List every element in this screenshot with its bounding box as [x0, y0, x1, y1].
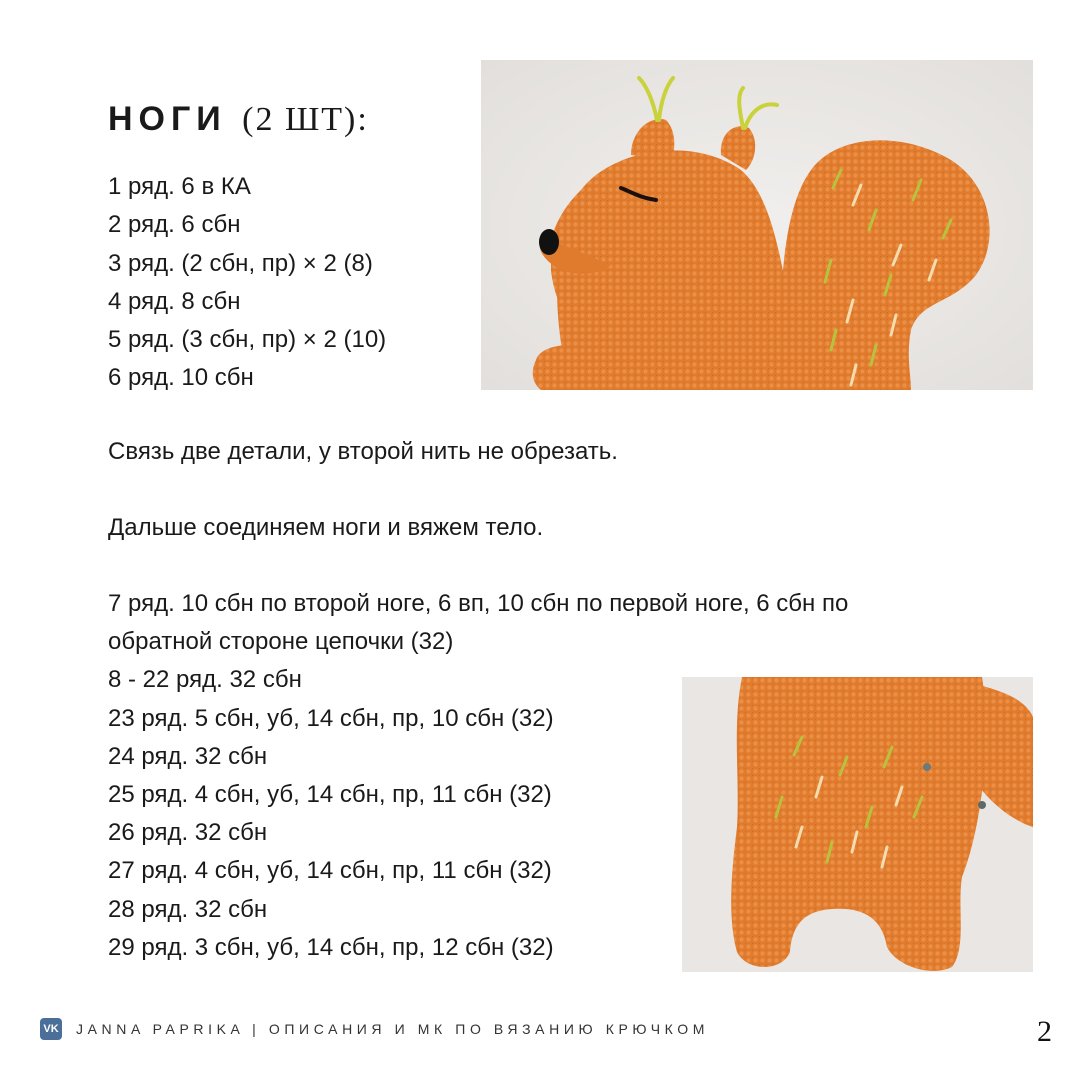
- page-number: 2: [1037, 1015, 1052, 1048]
- vk-logo-icon[interactable]: VK: [40, 1018, 62, 1040]
- instruction-row: 3 ряд. (2 сбн, пр) × 2 (8): [108, 249, 373, 277]
- instruction-row: 2 ряд. 6 сбн: [108, 211, 241, 239]
- squirrel-photo-top: [481, 60, 1033, 390]
- note-join-legs: Дальше соединяем ноги и вяжем тело.: [108, 514, 544, 541]
- instruction-row: 28 ряд. 32 сбн: [108, 895, 268, 923]
- instruction-row: 29 ряд. 3 сбн, уб, 14 сбн, пр, 12 сбн (32): [108, 933, 554, 961]
- instruction-row: 7 ряд. 10 сбн по второй ноге, 6 вп, 10 сбн по первой ноге, 6 сбн по: [108, 590, 849, 617]
- crochet-squirrel-body-icon: [682, 677, 1033, 972]
- instruction-row: 4 ряд. 8 сбн: [108, 287, 241, 315]
- section-title-main: НОГИ: [108, 100, 227, 138]
- instruction-row: 6 ряд. 10 сбн: [108, 364, 254, 392]
- squirrel-photo-bottom: [682, 677, 1033, 972]
- crochet-squirrel-side-icon: [481, 60, 1033, 390]
- legs-instructions: [108, 168, 386, 398]
- instruction-row: 24 ряд. 32 сбн: [108, 742, 268, 770]
- section-title-count: (2 ШТ):: [242, 101, 369, 138]
- footer-brand-text: JANNA PAPRIKA | ОПИСАНИЯ И МК ПО ВЯЗАНИЮ КРЮЧКОМ: [76, 1021, 709, 1037]
- instruction-row: 23 ряд. 5 сбн, уб, 14 сбн, пр, 10 сбн (32): [108, 704, 554, 732]
- instruction-row: 8 - 22 ряд. 32 сбн: [108, 666, 302, 694]
- footer: [40, 1018, 709, 1040]
- instruction-row: 25 ряд. 4 сбн, уб, 14 сбн, пр, 11 сбн (32): [108, 781, 552, 809]
- instruction-row: обратной стороне цепочки (32): [108, 628, 454, 656]
- section-title: [108, 100, 369, 139]
- instruction-row: 1 ряд. 6 в КА: [108, 173, 251, 200]
- instruction-row: 27 ряд. 4 сбн, уб, 14 сбн, пр, 11 сбн (32): [108, 857, 552, 885]
- instruction-row: 26 ряд. 32 сбн: [108, 819, 268, 847]
- note-two-pieces: Связь две детали, у второй нить не обрезать.: [108, 438, 618, 465]
- instruction-row: 5 ряд. (3 сбн, пр) × 2 (10): [108, 326, 387, 354]
